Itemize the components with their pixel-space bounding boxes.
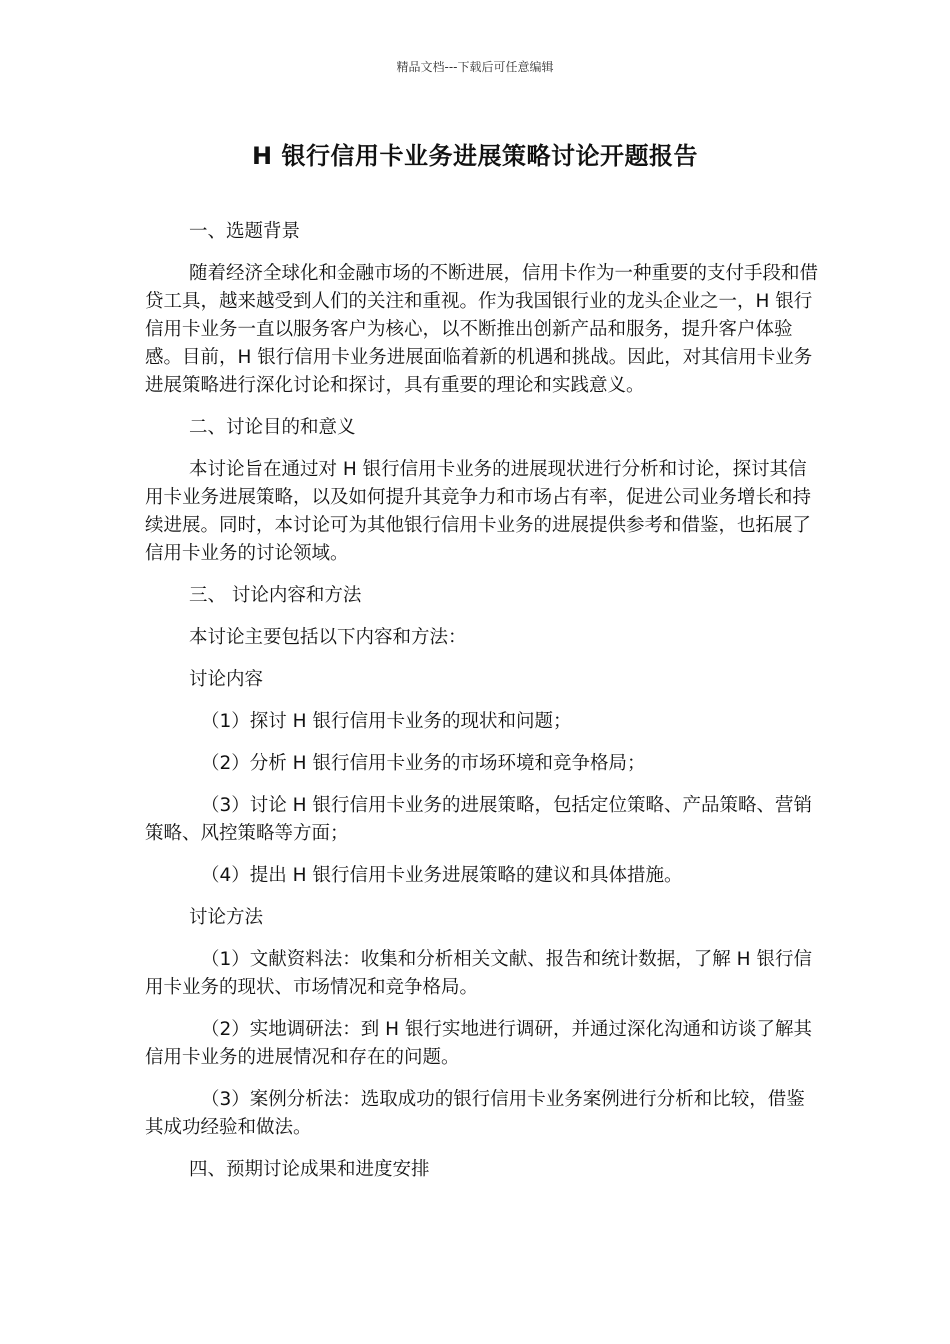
section-2-heading: 二、讨论目的和意义 — [189, 417, 356, 438]
section-4-heading: 四、预期讨论成果和进度安排 — [189, 1159, 430, 1180]
document-body — [145, 218, 820, 1198]
method-subheading: 讨论方法 — [189, 907, 264, 928]
section-3-heading: 三、 讨论内容和方法 — [189, 585, 362, 606]
content-item-2: （2）分析 H 银行信用卡业务的市场环境和竞争格局； — [201, 753, 646, 774]
content-item-1: （1）探讨 H 银行信用卡业务的现状和问题； — [201, 711, 572, 732]
document-title: H 银行信用卡业务进展策略讨论开题报告 — [252, 142, 698, 170]
section-1-body: 随着经济全球化和金融市场的不断进展，信用卡作为一种重要的支付手段和借贷工具，越来越受到人们的关注和重视。作为我国银行业的龙头企业之一，H 银行信用卡业务一直以服务客户为核心，以不断推出创新产品和服务，提升客户体验感。目前，H 银行信用卡业务进展面临着新的机遇和挑战。因此，对其信用卡业务进展策略进行深化讨论和探讨，具有重要的理论和实践意义。 — [145, 263, 819, 396]
content-item-3: （3）讨论 H 银行信用卡业务的进展策略，包括定位策略、产品策略、营销策略、风控策略等方面； — [145, 795, 812, 844]
section-2-body: 本讨论旨在通过对 H 银行信用卡业务的进展现状进行分析和讨论，探讨其信用卡业务进展策略，以及如何提升其竞争力和市场占有率，促进公司业务增长和持续进展。同时，本讨论可为其他银行信用卡业务的进展提供参考和借鉴，也拓展了信用卡业务的讨论领域。 — [145, 459, 812, 564]
header-watermark: 精品文档---下载后可任意编辑 — [396, 60, 554, 74]
method-item-2: （2）实地调研法：到 H 银行实地进行调研，并通过深化沟通和访谈了解其信用卡业务的进展情况和存在的问题。 — [145, 1019, 812, 1068]
content-item-4: （4）提出 H 银行信用卡业务进展策略的建议和具体措施。 — [201, 865, 683, 886]
method-item-3: （3）案例分析法：选取成功的银行信用卡业务案例进行分析和比较，借鉴其成功经验和做法。 — [145, 1089, 805, 1138]
content-subheading: 讨论内容 — [189, 669, 264, 690]
method-item-1: （1）文献资料法：收集和分析相关文献、报告和统计数据，了解 H 银行信用卡业务的现状、市场情况和竞争格局。 — [145, 949, 812, 998]
section-1-heading: 一、选题背景 — [189, 221, 301, 242]
section-3-intro: 本讨论主要包括以下内容和方法： — [189, 627, 467, 648]
